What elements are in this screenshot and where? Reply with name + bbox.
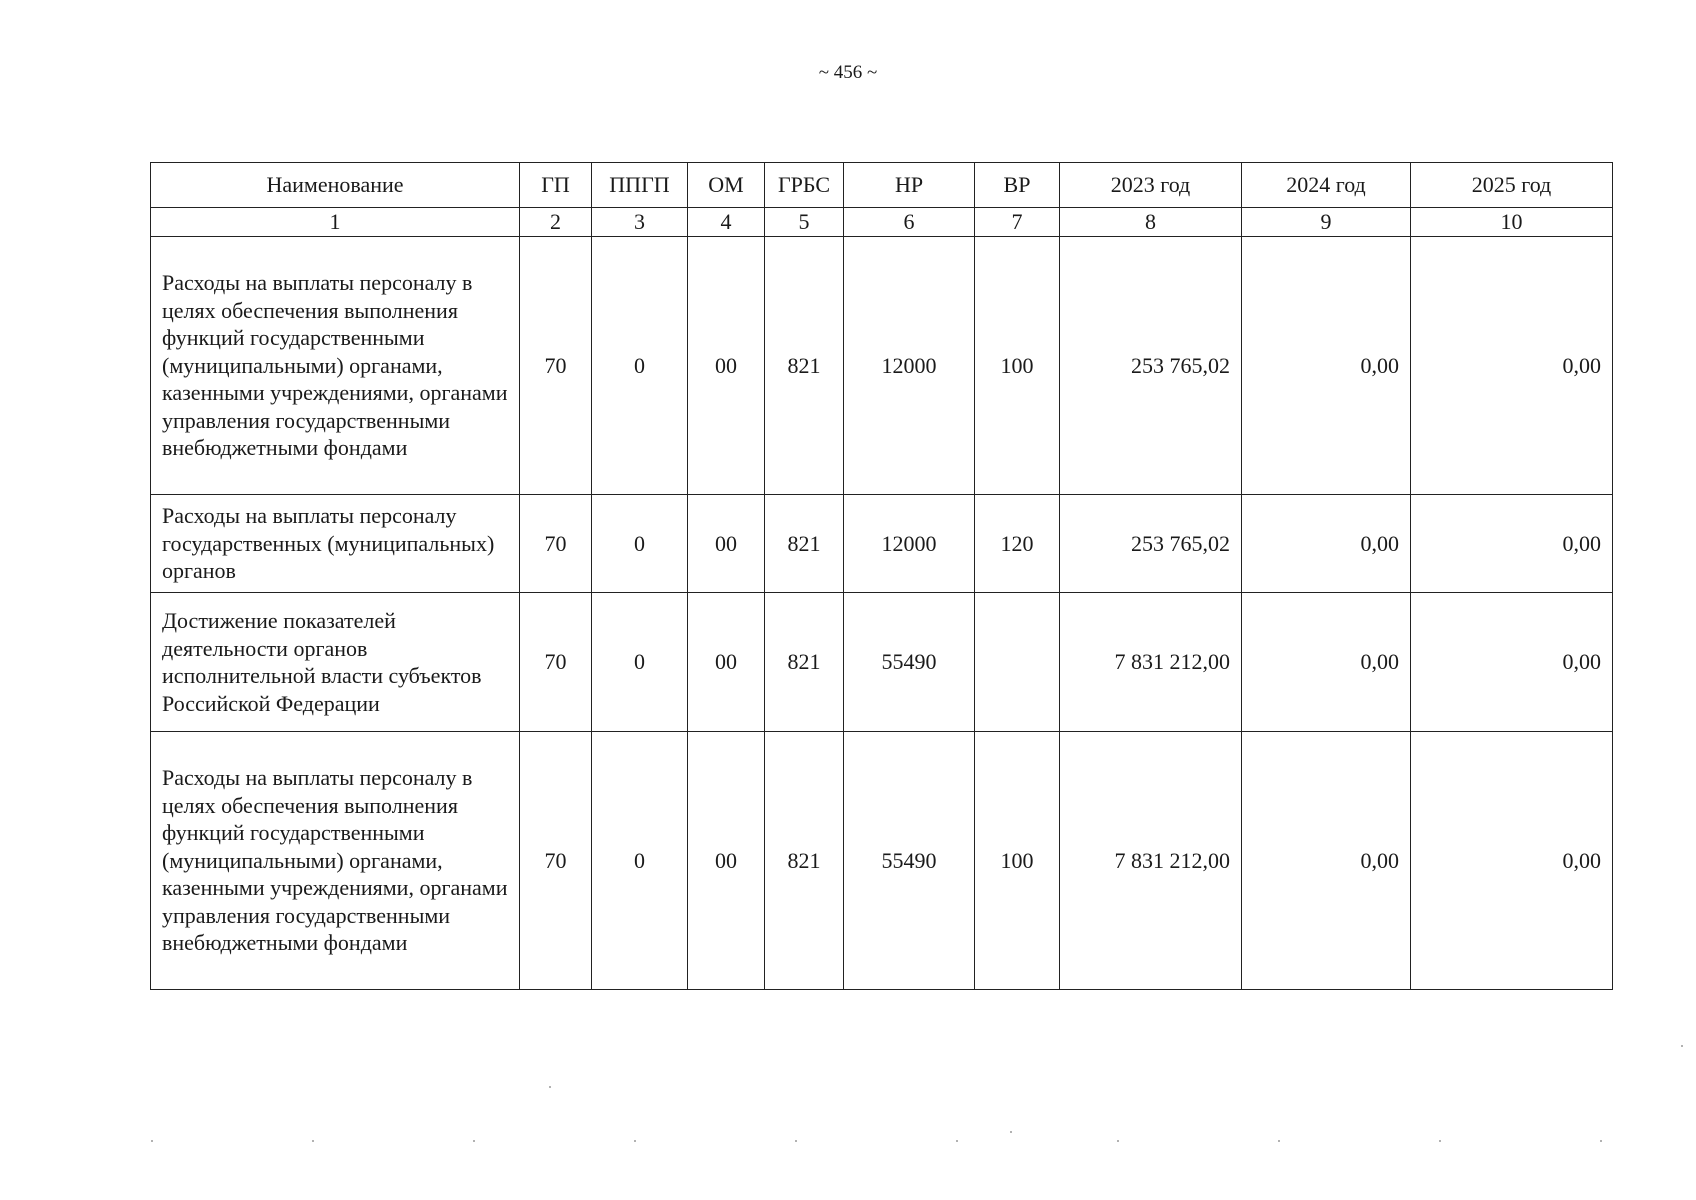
nr-cell: 55490: [844, 593, 975, 732]
scan-speck: [795, 1140, 797, 1142]
gp-cell: 70: [520, 495, 592, 593]
amount-2025-cell: 0,00: [1411, 495, 1613, 593]
amount-2024-cell: 0,00: [1242, 732, 1411, 990]
amount-2023-cell: 7 831 212,00: [1060, 732, 1242, 990]
ppgp-cell: 0: [592, 732, 688, 990]
row-name-cell: Расходы на выплаты персоналу государственных (муниципальных) органов: [151, 495, 520, 593]
om-cell: 00: [688, 237, 765, 495]
column-number: 1: [151, 208, 520, 237]
scan-speck: [1681, 1045, 1683, 1047]
column-number: 2: [520, 208, 592, 237]
gp-cell: 70: [520, 732, 592, 990]
column-number: 10: [1411, 208, 1613, 237]
header-cell-vr: ВР: [975, 163, 1060, 208]
scan-speck: [1010, 1131, 1012, 1133]
scan-speck: [312, 1140, 314, 1142]
amount-2025-cell: 0,00: [1411, 593, 1613, 732]
column-number: 4: [688, 208, 765, 237]
amount-2024-cell: 0,00: [1242, 237, 1411, 495]
table-row: [151, 495, 1613, 593]
grbs-cell: 821: [765, 495, 844, 593]
header-cell-nr: НР: [844, 163, 975, 208]
scan-speck: [151, 1140, 153, 1142]
page-number: ~ 456 ~: [818, 62, 878, 83]
header-cell-2023: 2023 год: [1060, 163, 1242, 208]
amount-2024-cell: 0,00: [1242, 593, 1411, 732]
column-number: 7: [975, 208, 1060, 237]
nr-cell: 55490: [844, 732, 975, 990]
header-cell-grbs: ГРБС: [765, 163, 844, 208]
vr-cell: 100: [975, 732, 1060, 990]
table-row: [151, 237, 1613, 495]
gp-cell: 70: [520, 593, 592, 732]
ppgp-cell: 0: [592, 593, 688, 732]
column-number: 9: [1242, 208, 1411, 237]
header-cell-2025: 2025 год: [1411, 163, 1613, 208]
amount-2023-cell: 7 831 212,00: [1060, 593, 1242, 732]
header-cell-2024: 2024 год: [1242, 163, 1411, 208]
scan-speck: [1117, 1140, 1119, 1142]
om-cell: 00: [688, 495, 765, 593]
grbs-cell: 821: [765, 593, 844, 732]
vr-cell: 120: [975, 495, 1060, 593]
row-name-cell: Расходы на выплаты персоналу в целях обеспечения выполнения функций государственными (муниципальными) органами, казенными учреждениями, органами управления государственными внебюджетными фондами: [151, 732, 520, 990]
vr-cell: [975, 593, 1060, 732]
scan-speck: [1278, 1140, 1280, 1142]
header-row: [151, 163, 1613, 208]
grbs-cell: 821: [765, 237, 844, 495]
header-cell-ppgp: ППГП: [592, 163, 688, 208]
scan-speck: [634, 1140, 636, 1142]
column-number: 3: [592, 208, 688, 237]
header-cell-om: ОМ: [688, 163, 765, 208]
amount-2025-cell: 0,00: [1411, 732, 1613, 990]
scan-speck: [473, 1140, 475, 1142]
header-cell-name: Наименование: [151, 163, 520, 208]
header-cell-gp: ГП: [520, 163, 592, 208]
amount-2023-cell: 253 765,02: [1060, 237, 1242, 495]
column-number-row: [151, 208, 1613, 237]
scan-speck: [956, 1140, 958, 1142]
column-number: 6: [844, 208, 975, 237]
amount-2023-cell: 253 765,02: [1060, 495, 1242, 593]
ppgp-cell: 0: [592, 495, 688, 593]
column-number: 5: [765, 208, 844, 237]
row-name-cell: Достижение показателей деятельности органов исполнительной власти субъектов Российской Федерации: [151, 593, 520, 732]
budget-table: [150, 162, 1613, 990]
gp-cell: 70: [520, 237, 592, 495]
scan-speck: [549, 1086, 551, 1088]
table-row: [151, 732, 1613, 990]
nr-cell: 12000: [844, 237, 975, 495]
amount-2025-cell: 0,00: [1411, 237, 1613, 495]
table-row: [151, 593, 1613, 732]
grbs-cell: 821: [765, 732, 844, 990]
om-cell: 00: [688, 593, 765, 732]
row-name-cell: Расходы на выплаты персоналу в целях обеспечения выполнения функций государственными (муниципальными) органами, казенными учреждениями, органами управления государственными внебюджетными фондами: [151, 237, 520, 495]
scan-speck: [1600, 1140, 1602, 1142]
ppgp-cell: 0: [592, 237, 688, 495]
scan-speck: [1439, 1140, 1441, 1142]
amount-2024-cell: 0,00: [1242, 495, 1411, 593]
nr-cell: 12000: [844, 495, 975, 593]
om-cell: 00: [688, 732, 765, 990]
vr-cell: 100: [975, 237, 1060, 495]
column-number: 8: [1060, 208, 1242, 237]
